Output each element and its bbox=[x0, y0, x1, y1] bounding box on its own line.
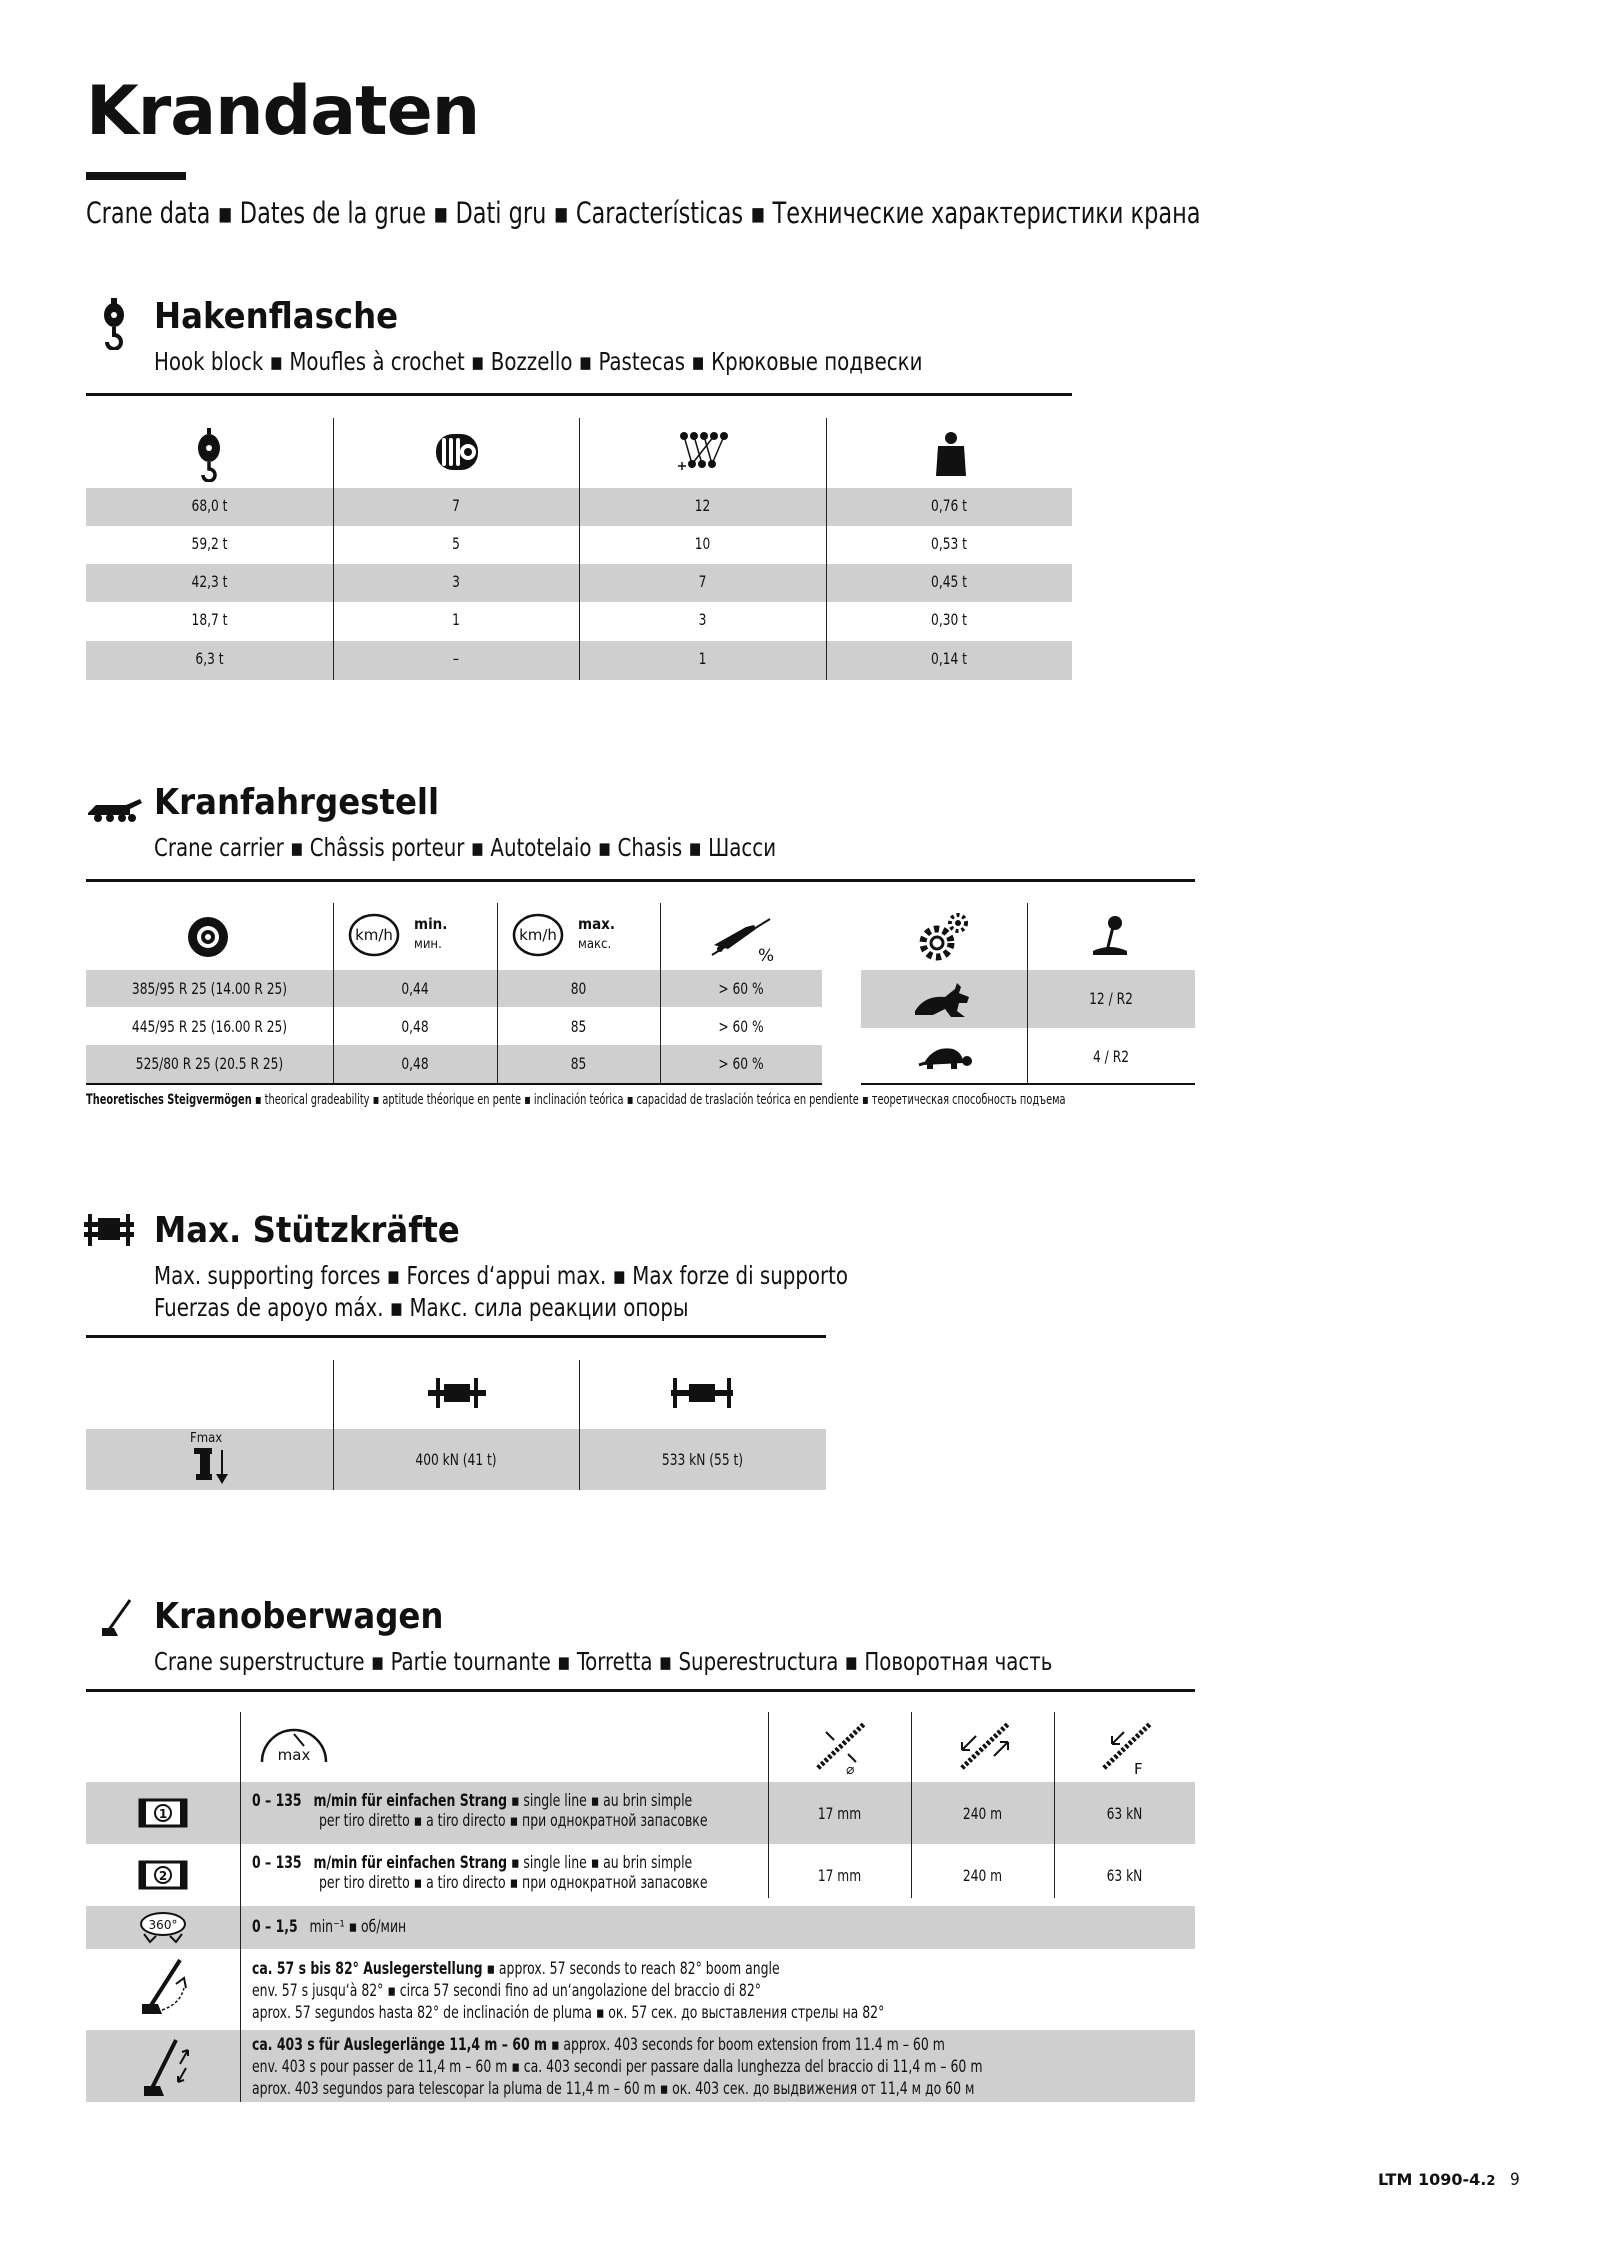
telescoping-line3: aprox. 403 segundos para telescopar la pluma de 11,4 m – 60 m ▪ ок. 403 сек. до выдвижения от 11,4 м до 60 м bbox=[252, 2079, 975, 2098]
svg-text:F: F bbox=[1134, 1760, 1143, 1776]
column-divider bbox=[579, 1360, 580, 1490]
page-title: Krandaten bbox=[86, 72, 480, 151]
winch-2-range: 0 – 135 bbox=[252, 1853, 302, 1872]
telescoping-bold: ca. 403 s für Auslegerlänge 11,4 m – 60 m bbox=[252, 2035, 547, 2054]
weight-cell: 0,30 t bbox=[931, 610, 967, 629]
page-subtitle: Crane data ▪ Dates de la grue ▪ Dati gru ▪ Características ▪ Технические характеристики крана bbox=[86, 196, 1201, 230]
weight-cell: 0,45 t bbox=[931, 572, 967, 591]
note-bold: Theoretisches Steigvermögen bbox=[86, 1092, 252, 1108]
max-label-ru: макс. bbox=[578, 937, 612, 952]
column-divider bbox=[826, 418, 827, 680]
model-suffix: 2 bbox=[1486, 2174, 1496, 2189]
hare-icon bbox=[911, 981, 975, 1019]
turtle-icon bbox=[917, 1043, 973, 1073]
hook-block-rule bbox=[86, 393, 1072, 396]
crane-carrier-icon bbox=[86, 795, 142, 825]
fmax-label: Fmax bbox=[190, 1431, 223, 1446]
hook-block-table bbox=[86, 418, 1072, 680]
support-force-icon bbox=[194, 1448, 230, 1486]
superstructure-icon bbox=[100, 1598, 136, 1638]
reeving-icon bbox=[674, 428, 734, 474]
fast-gears-cell: 12 / R2 bbox=[1089, 989, 1133, 1008]
column-divider bbox=[333, 1360, 334, 1490]
svg-text:km/h: km/h bbox=[355, 926, 393, 944]
svg-text:⌀: ⌀ bbox=[846, 1762, 855, 1776]
outrigger-rule bbox=[86, 1335, 826, 1338]
sheaves-cell: 3 bbox=[452, 572, 460, 591]
hook-icon bbox=[96, 298, 140, 348]
hook-block-subtitle: Hook block ▪ Moufles à crochet ▪ Bozzello ▪ Pastecas ▪ Крюковые подвески bbox=[154, 347, 923, 376]
capacity-cell: 42,3 t bbox=[191, 572, 228, 591]
carrier-subtitle: Crane carrier ▪ Châssis porteur ▪ Autotelaio ▪ Chasis ▪ Шасси bbox=[154, 833, 777, 862]
svg-text:2: 2 bbox=[158, 1869, 168, 1883]
outrigger-icon bbox=[84, 1210, 134, 1250]
svg-text:max: max bbox=[277, 1746, 311, 1764]
capacity-cell: 59,2 t bbox=[191, 534, 228, 553]
lines-cell: 10 bbox=[694, 534, 711, 553]
rope-diameter-icon bbox=[814, 1720, 868, 1776]
min-label-ru: мин. bbox=[414, 937, 442, 952]
column-divider bbox=[333, 903, 334, 1083]
outrigger-extended-icon bbox=[671, 1374, 733, 1412]
column-divider bbox=[1054, 1712, 1055, 1898]
winch-1-icon bbox=[138, 1798, 188, 1828]
sheaves-cell: 7 bbox=[452, 496, 460, 515]
telescoping-line1 bbox=[252, 2034, 945, 2056]
superstructure-title: Kranoberwagen bbox=[154, 1596, 444, 1637]
rope-force-icon bbox=[1100, 1720, 1154, 1776]
telescoping-rest: ▪ approx. 403 seconds for boom extension from 11.4 m – 60 m bbox=[546, 2035, 945, 2054]
column-divider bbox=[333, 418, 334, 680]
winch-2-length: 240 m bbox=[962, 1866, 1003, 1885]
svg-text:km/h: km/h bbox=[519, 926, 557, 944]
winch-2-icon bbox=[138, 1860, 188, 1890]
outrigger-title: Max. Stützkräfte bbox=[154, 1210, 460, 1251]
sheaves-cell: 5 bbox=[452, 534, 460, 553]
slewing-unit: min⁻¹ ▪ об/мин bbox=[309, 1917, 407, 1936]
weight-cell: 0,14 t bbox=[931, 649, 967, 668]
column-divider bbox=[911, 1712, 912, 1898]
rope-length-icon bbox=[958, 1720, 1012, 1776]
winch-2-diameter: 17 mm bbox=[817, 1866, 862, 1885]
svg-text:%: % bbox=[758, 946, 774, 963]
gradeability-cell: > 60 % bbox=[718, 979, 764, 998]
column-divider bbox=[660, 903, 661, 1083]
lines-cell: 7 bbox=[698, 572, 707, 591]
lines-cell: 12 bbox=[694, 496, 711, 515]
model-name: LTM 1090-4. bbox=[1378, 2170, 1487, 2189]
column-divider bbox=[768, 1712, 769, 1898]
max-speed-cell: 85 bbox=[570, 1017, 587, 1036]
min-label: min. bbox=[414, 915, 448, 933]
carrier-title: Kranfahrgestell bbox=[154, 782, 440, 823]
tyre-size-cell: 385/95 R 25 (14.00 R 25) bbox=[131, 979, 288, 998]
luffing-line2: env. 57 s jusqu‘à 82° ▪ circa 57 secondi fino ad un‘angolazione del braccio di 82° bbox=[252, 1981, 762, 2000]
svg-text:1: 1 bbox=[158, 1807, 168, 1821]
max-speed-cell: 85 bbox=[570, 1054, 587, 1073]
note-rest: ▪ theorical gradeability ▪ aptitude théorique en pente ▪ inclinación teórica ▪ capacidad de traslación teórica en pendiente ▪ теоретическая способность подъема bbox=[251, 1092, 1066, 1108]
title-underline bbox=[86, 172, 186, 180]
column-divider bbox=[579, 418, 580, 680]
winch-1-range: 0 – 135 bbox=[252, 1791, 302, 1810]
support-force-retracted: 400 kN (41 t) bbox=[415, 1450, 497, 1469]
outrigger-subtitle-1: Max. supporting forces ▪ Forces d‘appui max. ▪ Max forze di supporto bbox=[154, 1261, 849, 1290]
slewing-360-icon bbox=[138, 1910, 188, 1944]
max-speed-gauge-icon bbox=[258, 1724, 330, 1766]
outrigger-retracted-icon bbox=[426, 1374, 488, 1412]
boom-luffing-icon bbox=[140, 1954, 196, 2016]
min-speed-cell: 0,44 bbox=[401, 979, 429, 998]
gradeability-icon bbox=[708, 911, 774, 963]
luffing-line1 bbox=[252, 1958, 780, 1980]
carrier-table bbox=[86, 903, 822, 1085]
speed-min-icon bbox=[348, 913, 400, 957]
speed-max-icon bbox=[512, 913, 564, 957]
gradeability-cell: > 60 % bbox=[718, 1054, 764, 1073]
slewing-speed bbox=[252, 1916, 406, 1938]
outrigger-subtitle-2: Fuerzas de apoyo máx. ▪ Макс. сила реакции опоры bbox=[154, 1293, 689, 1322]
outrigger-table bbox=[86, 1360, 826, 1490]
sheaves-cell: – bbox=[452, 649, 460, 668]
telescoping-line2: env. 403 s pour passer de 11,4 m – 60 m ▪ ca. 403 secondi per passare dalla lunghezza del braccio di 11,4 m – 60 m bbox=[252, 2057, 983, 2076]
weight-icon bbox=[934, 430, 968, 476]
slewing-range: 0 – 1,5 bbox=[252, 1917, 298, 1936]
table-bottom-rule bbox=[86, 1083, 822, 1085]
max-label: max. bbox=[578, 915, 615, 933]
tyre-size-cell: 525/80 R 25 (20.5 R 25) bbox=[135, 1054, 284, 1073]
capacity-cell: 68,0 t bbox=[191, 496, 228, 515]
page-number: 9 bbox=[1509, 2170, 1520, 2190]
slow-gears-cell: 4 / R2 bbox=[1093, 1047, 1129, 1066]
winch-2-speed-line2: per tiro diretto ▪ a tiro directo ▪ при однократной запасовке bbox=[319, 1873, 708, 1892]
winch-1-diameter: 17 mm bbox=[817, 1804, 862, 1823]
superstructure-subtitle: Crane superstructure ▪ Partie tournante ▪ Torretta ▪ Superestructura ▪ Поворотная часть bbox=[154, 1647, 1053, 1676]
capacity-cell: 18,7 t bbox=[191, 610, 228, 629]
gradeability-cell: > 60 % bbox=[718, 1017, 764, 1036]
superstructure-rule bbox=[86, 1689, 1195, 1692]
min-speed-cell: 0,48 bbox=[401, 1054, 429, 1073]
svg-text:360°: 360° bbox=[148, 1918, 178, 1932]
winch-2-unit-rest: ▪ single line ▪ au brin simple bbox=[507, 1853, 693, 1872]
winch-2-force: 63 kN bbox=[1106, 1866, 1143, 1885]
table-bottom-rule bbox=[861, 1083, 1195, 1085]
tyre-size-cell: 445/95 R 25 (16.00 R 25) bbox=[131, 1017, 288, 1036]
winch-2-speed-line1 bbox=[252, 1852, 692, 1874]
column-divider bbox=[1027, 903, 1028, 1083]
hook-block-icon bbox=[194, 428, 224, 482]
support-force-extended: 533 kN (55 t) bbox=[661, 1450, 744, 1469]
max-speed-cell: 80 bbox=[570, 979, 587, 998]
superstructure-table bbox=[86, 1712, 1195, 2102]
lines-cell: 3 bbox=[698, 610, 707, 629]
winch-1-length: 240 m bbox=[962, 1804, 1003, 1823]
winch-2-unit: m/min für einfachen Strang bbox=[313, 1853, 508, 1872]
winch-1-force: 63 kN bbox=[1106, 1804, 1143, 1823]
luffing-line3: aprox. 57 segundos hasta 82° de inclinación de pluma ▪ ок. 57 сек. до выставления стрелы на 82° bbox=[252, 2003, 885, 2022]
column-divider bbox=[240, 1712, 241, 2102]
winch-1-speed-line1 bbox=[252, 1790, 692, 1812]
winch-1-unit: m/min für einfachen Strang bbox=[313, 1791, 508, 1810]
carrier-rule bbox=[86, 879, 1195, 882]
sheaves-cell: 1 bbox=[452, 610, 460, 629]
gears-icon bbox=[917, 911, 971, 963]
gear-lever-icon bbox=[1085, 913, 1135, 961]
capacity-cell: 6,3 t bbox=[195, 649, 224, 668]
weight-cell: 0,53 t bbox=[931, 534, 967, 553]
tyre-icon bbox=[186, 915, 230, 959]
winch-1-unit-rest: ▪ single line ▪ au brin simple bbox=[507, 1791, 693, 1810]
weight-cell: 0,76 t bbox=[931, 496, 967, 515]
page-footer bbox=[1378, 2170, 1520, 2190]
sheaves-icon bbox=[434, 432, 480, 472]
gear-table bbox=[861, 903, 1195, 1085]
luffing-rest: ▪ approx. 57 seconds to reach 82° boom angle bbox=[482, 1959, 780, 1978]
lines-cell: 1 bbox=[698, 649, 707, 668]
gradeability-note bbox=[86, 1092, 1066, 1108]
luffing-bold: ca. 57 s bis 82° Auslegerstellung bbox=[252, 1959, 483, 1978]
boom-telescoping-icon bbox=[142, 2034, 194, 2098]
winch-1-speed-line2: per tiro diretto ▪ a tiro directo ▪ при однократной запасовке bbox=[319, 1811, 708, 1830]
column-divider bbox=[497, 903, 498, 1083]
min-speed-cell: 0,48 bbox=[401, 1017, 429, 1036]
hook-block-title: Hakenflasche bbox=[154, 296, 399, 337]
